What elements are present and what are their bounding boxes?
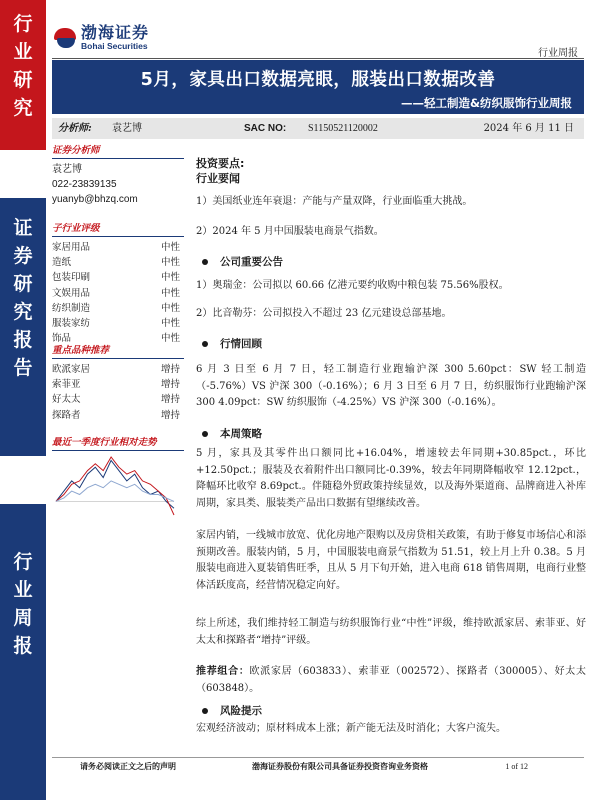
analyst-phone: 022-23839135: [52, 179, 117, 190]
strategy-paragraph: 5 月，家具及其零件出口额同比+16.04%，增速较去年同期+30.85pct.，环比+12.50pct.；服装及衣着附件出口额同比-0.39%，较去年同期降幅收窄 12.12pct.，降幅环比收窄 8.69pct.。伴随稳外贸政策持续显效，以及海外渠道商、品牌商进入补库周期，家具类、服装类产品出口数据有望继续改善。: [196, 448, 586, 509]
left-banner: [0, 0, 46, 800]
banner-weekly: [0, 504, 46, 800]
table-row: [52, 377, 184, 392]
bullet-icon: [202, 708, 208, 714]
announcement-item: 1）奥瑞金：公司拟以 60.66 亿港元要约收购中粮包装 75.56%股权。: [196, 280, 509, 291]
risk-heading: [196, 703, 586, 720]
banner-securities-report: [0, 198, 46, 456]
table-row: [52, 316, 184, 331]
banner-char: 究: [13, 301, 33, 323]
rating-name: 家居用品: [52, 242, 91, 253]
heading-text: 公司重要公告: [220, 256, 283, 268]
chart-heading: 最近一季度行业相对走势: [52, 437, 184, 451]
rating-value: 中性: [160, 272, 180, 284]
banner-char: 告: [13, 357, 33, 379]
report-type: 行业周报: [538, 48, 578, 59]
logo-en-text: Bohai Securities: [81, 41, 148, 51]
bullet-icon: [202, 259, 208, 265]
chart-series-line-0: [56, 460, 174, 508]
strategy-paragraph: 家居内销，一线城市放宽、优化房地产限购以及房贷相关政策，有助于修复市场信心和添预期改善。服装内销，5 月，中国服装电商景气指数为 51.51，较上月上升 0.38。5 月服装电商进入夏装销售旺季，且从 5 月下旬开始，进入电商 618 销售周期，电商行业整体活跃度高，经营情况稳定向好。: [196, 530, 586, 591]
trend-chart-section: [52, 437, 184, 454]
announcement-item: 2）比音勒芬：公司拟投入不超过 23 亿元建设总部基地。: [196, 308, 452, 319]
rating-value: 中性: [160, 287, 180, 299]
table-row: [52, 392, 184, 407]
weekly-strategy-heading: [196, 426, 586, 443]
market-review-heading: [196, 336, 586, 353]
heading-text: 风险提示: [220, 705, 262, 717]
analyst-email[interactable]: yuanyb@bhzq.com: [52, 194, 138, 205]
rating-name: 饰品: [52, 333, 72, 345]
banner-char: 周: [13, 607, 33, 629]
rating-name: 造纸: [52, 257, 72, 269]
stock-name: 欧派家居: [52, 364, 91, 375]
analyst-name: 袁艺博: [52, 164, 82, 175]
key-points-heading: 投资要点:: [196, 157, 245, 170]
key-points-block: [196, 156, 586, 186]
stock-name: 好太太: [52, 394, 81, 406]
rating-value: 中性: [160, 333, 180, 345]
page-footer: [52, 757, 584, 773]
banner-char: 行: [13, 13, 33, 35]
sub-industry-rating-section: [52, 223, 184, 346]
trend-chart: [52, 453, 178, 519]
industry-news-heading: 行业要闻: [196, 172, 240, 185]
rating-name: 纺织制造: [52, 302, 91, 314]
rating-heading: 子行业评级: [52, 223, 184, 237]
analyst-section: [52, 145, 184, 207]
company-logo: [54, 24, 149, 51]
sac-label: SAC NO:: [244, 123, 287, 134]
stock-heading: 重点品种推荐: [52, 345, 184, 359]
logo-cn-text: 渤海证券: [81, 23, 150, 42]
banner-char: 证: [13, 217, 33, 239]
banner-char: 行: [13, 551, 33, 573]
analyst-heading: 证券分析师: [52, 145, 184, 159]
banner-char: 究: [13, 97, 33, 119]
banner-char: 报: [13, 635, 33, 657]
table-row: [52, 301, 184, 316]
table-row: [52, 362, 184, 377]
risk-text: 宏观经济波动；原材料成本上涨；新产能无法及时消化；大客户流失。: [196, 723, 506, 734]
sac-number: S1150521120002: [308, 123, 378, 134]
stock-rating: 增持: [160, 364, 180, 375]
banner-char: 报: [13, 329, 33, 351]
footer-page-number: 1 of 12: [505, 762, 528, 771]
footer-company: 渤海证券股份有限公司具备证券投资咨询业务资格: [252, 762, 428, 771]
rating-name: 服装家纺: [52, 318, 91, 330]
meta-row: [52, 118, 584, 139]
rating-table: [52, 240, 184, 346]
banner-char: 业: [13, 41, 33, 63]
stock-rating: 增持: [160, 379, 180, 391]
analyst-label: 分析师:: [58, 123, 92, 134]
bullet-icon: [202, 341, 208, 347]
header-divider: [52, 58, 584, 59]
banner-char: 业: [13, 579, 33, 601]
stock-rating: 增持: [160, 394, 180, 406]
rating-value: 中性: [160, 242, 180, 253]
rating-name: 文娱用品: [52, 287, 91, 299]
rating-value: 中性: [160, 318, 180, 330]
banner-char: 研: [13, 69, 33, 91]
recommendation-text: 欧派家居（603833）、索菲亚（002572）、探路者（300005）、好太太（603848）。: [196, 666, 586, 694]
rating-value: 中性: [160, 302, 180, 314]
stock-table: [52, 362, 184, 423]
rating-value: 中性: [160, 257, 180, 269]
market-review-text: 6 月 3 日至 6 月 7 日，轻工制造行业跑输沪深 300 5.60pct：SW 轻工制造（-5.76%）VS 沪深 300（-0.16%）；6 月 3 日至 6 月 7 日，纺织服饰行业跑输沪深 300 4.09pct：SW 纺织服饰（-4.25%）VS 沪深 300（-0.16%）。: [196, 364, 586, 408]
stock-rating: 增持: [160, 409, 180, 421]
stock-name: 索菲亚: [52, 379, 81, 391]
company-announcement-heading: [196, 254, 586, 271]
rating-name: 包装印刷: [52, 272, 91, 284]
table-row: [52, 270, 184, 285]
table-row: [52, 240, 184, 255]
heading-text: 行情回顾: [220, 338, 262, 350]
banner-char: 券: [13, 245, 33, 267]
stock-name: 探路者: [52, 409, 81, 421]
page-subtitle: ——轻工制造&纺织服饰行业周报: [400, 96, 572, 110]
page-title: 5月，家具出口数据亮眼，服装出口数据改善: [140, 70, 496, 90]
stock-recommendation-section: [52, 345, 184, 423]
strategy-paragraph: 综上所述，我们维持轻工制造与纺织服饰行业“中性”评级，维持欧派家居、索菲亚、好太太和探路者“增持”评级。: [196, 618, 586, 646]
table-row: [52, 408, 184, 423]
heading-text: 本周策略: [220, 428, 262, 440]
analyst-name: 袁艺博: [112, 123, 142, 134]
logo-icon: [54, 27, 76, 49]
report-date: 2024 年 6 月 11 日: [483, 123, 574, 134]
recommendation-paragraph: [196, 664, 586, 697]
bullet-icon: [202, 431, 208, 437]
banner-char: 研: [13, 273, 33, 295]
banner-industry-research: [0, 0, 46, 150]
title-banner: [52, 60, 584, 114]
recommendation-label: 推荐组合：: [196, 666, 250, 677]
table-row: [52, 255, 184, 270]
news-item: 2）2024 年 5 月中国服装电商景气指数。: [196, 226, 384, 237]
footer-disclaimer: 请务必阅读正文之后的声明: [80, 762, 176, 771]
table-row: [52, 286, 184, 301]
news-item: 1）美国纸业连年衰退：产能与产量双降，行业面临重大挑战。: [196, 196, 473, 207]
